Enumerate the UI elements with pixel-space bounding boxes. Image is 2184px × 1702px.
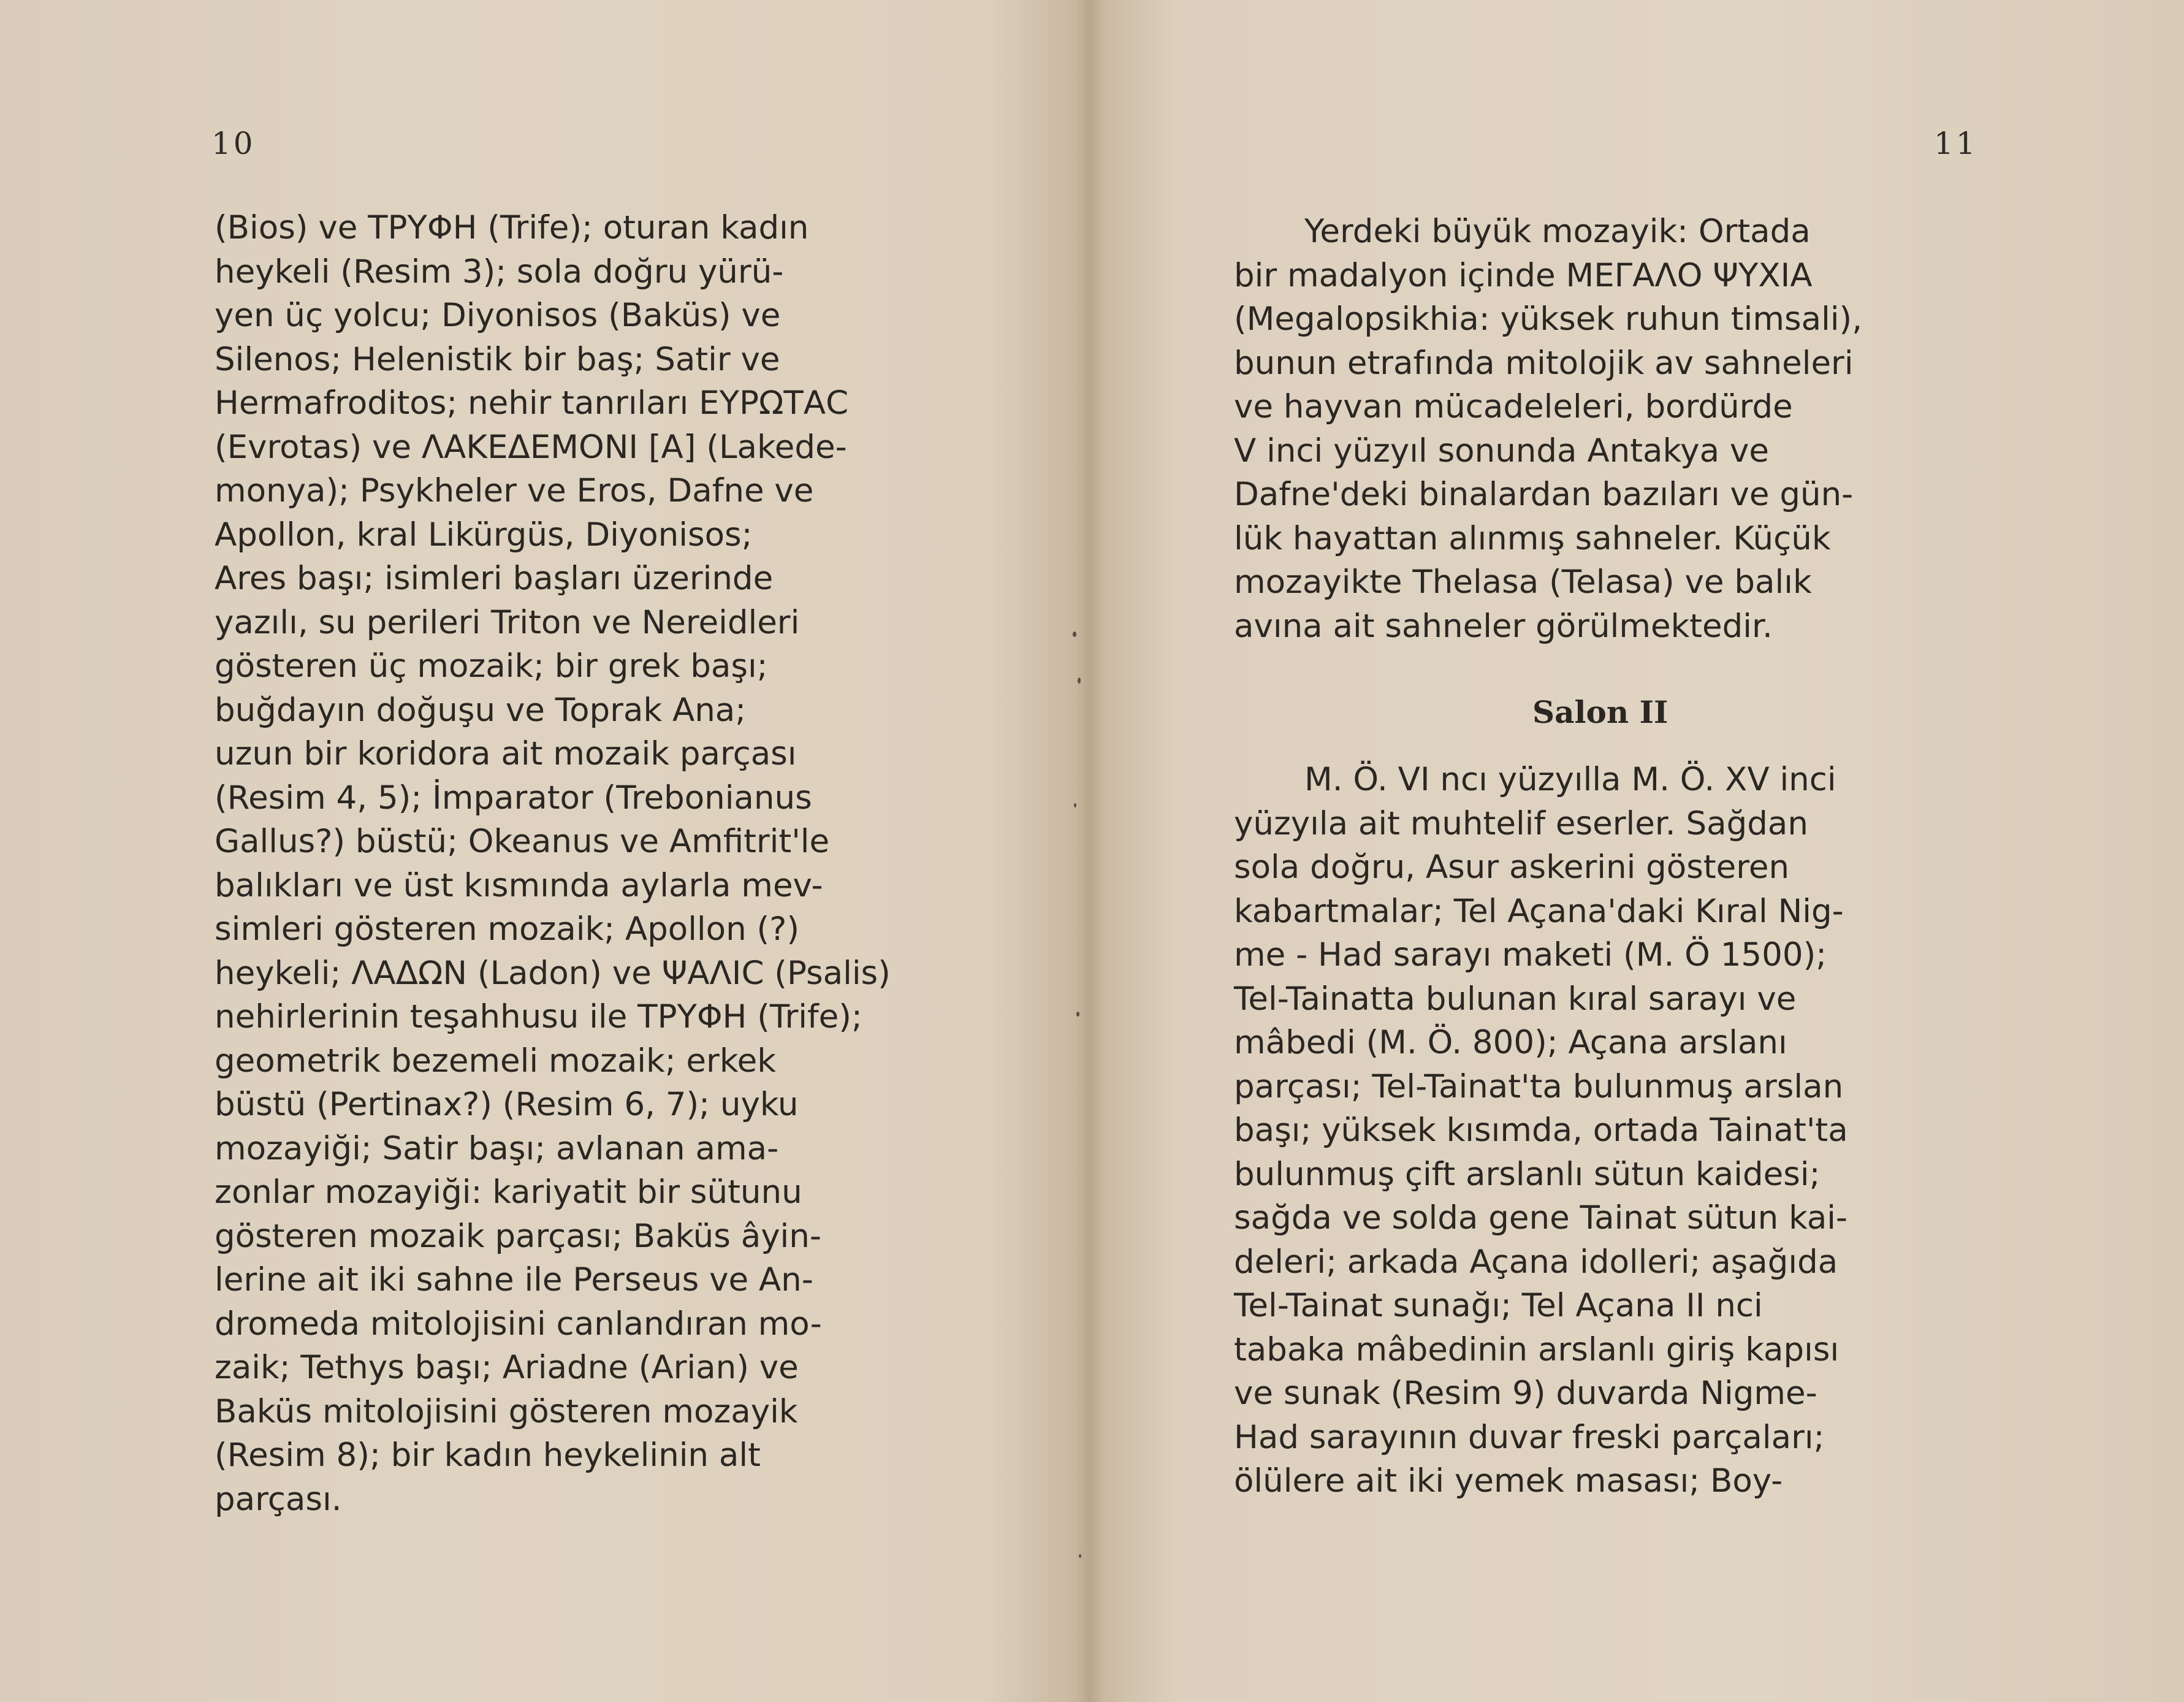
right-page-intro-text (1234, 210, 1862, 648)
text-line: monya); Psykheler ve Eros, Dafne ve (215, 472, 814, 509)
section-heading: Salon II (1532, 694, 1668, 730)
text-line: parçası. (215, 1480, 342, 1518)
text-line: kabartmalar; Tel Açana'daki Kıral Nig- (1234, 892, 1844, 930)
right-page-section-text (1234, 758, 1848, 1503)
text-line: Silenos; Helenistik bir baş; Satir ve (215, 340, 780, 378)
text-line: Yerdeki büyük mozayik: Ortada (1304, 213, 1811, 250)
text-line: me - Had sarayı maketi (M. Ö 1500); (1234, 936, 1827, 974)
text-line: (Evrotas) ve ΛΑΚΕΔΕΜΟΝΙ [Α] (Lakede- (215, 428, 847, 466)
text-line: ve hayvan mücadeleleri, bordürde (1234, 388, 1793, 426)
text-line: Tel-Tainat sunağı; Tel Açana II nci (1234, 1287, 1763, 1324)
paper-speck (1078, 677, 1081, 684)
text-line: (Resim 8); bir kadın heykelinin alt (215, 1437, 761, 1474)
text-line: mâbedi (M. Ö. 800); Açana arslanı (1234, 1024, 1787, 1061)
text-line: M. Ö. VI ncı yüzyılla M. Ö. XV inci (1304, 761, 1836, 798)
text-line: Ares başı; isimleri başları üzerinde (215, 560, 774, 597)
text-line: dromeda mitolojisini canlandıran mo- (215, 1305, 822, 1343)
text-line: uzun bir koridora ait mozaik parçası (215, 735, 797, 773)
text-line: yen üç yolcu; Diyonisos (Baküs) ve (215, 297, 781, 334)
text-line: Had sarayının duvar freski parçaları; (1234, 1418, 1825, 1456)
text-line: yüzyıla ait muhtelif eserler. Sağdan (1234, 804, 1808, 842)
page-number: 10 (211, 126, 256, 161)
paper-speck (1076, 1012, 1079, 1017)
text-line: yazılı, su perileri Triton ve Nereidleri (215, 603, 800, 641)
text-line: heykeli; ΛΑΔΩΝ (Ladon) ve ΨΑΛΙC (Psalis) (215, 954, 891, 992)
text-line: geometrik bezemeli mozaik; erkek (215, 1042, 776, 1080)
right-page (1091, 0, 2184, 1702)
paper-speck (1074, 803, 1076, 807)
text-line: lük hayattan alınmış sahneler. Küçük (1234, 519, 1831, 557)
text-line: sağda ve solda gene Tainat sütun kai- (1234, 1199, 1848, 1237)
text-line: gösteren üç mozaik; bir grek başı; (215, 647, 768, 685)
text-line: Baküs mitolojisini gösteren mozayik (215, 1392, 798, 1430)
text-line: lerine ait iki sahne ile Perseus ve An- (215, 1261, 813, 1299)
text-line: Apollon, kral Likürgüs, Diyonisos; (215, 516, 753, 554)
text-line: (Resim 4, 5); İmparator (Trebonianus (215, 779, 812, 817)
text-line: tabaka mâbedinin arslanlı giriş kapısı (1234, 1330, 1840, 1368)
paper-speck (1073, 632, 1076, 637)
text-line: nehirlerinin teşahhusu ile ΤΡΥΦΗ (Trife); (215, 998, 862, 1036)
text-line: bunun etrafında mitolojik av sahneleri (1234, 344, 1854, 382)
text-line: bir madalyon içinde ΜΕΓΑΛΟ ΨΥΧΙΑ (1234, 256, 1813, 294)
text-line: Hermafroditos; nehir tanrıları ΕΥΡΩΤΑC (215, 384, 849, 422)
text-line: zaik; Tethys başı; Ariadne (Arian) ve (215, 1349, 799, 1386)
text-line: bulunmuş çift arslanlı sütun kaidesi; (1234, 1155, 1821, 1193)
text-line: zonlar mozayiği: kariyatit bir sütunu (215, 1173, 802, 1211)
text-line: heykeli (Resim 3); sola doğru yürü- (215, 253, 784, 291)
text-line: başı; yüksek kısımda, ortada Tainat'ta (1234, 1112, 1848, 1149)
text-line: simleri gösteren mozaik; Apollon (?) (215, 910, 799, 948)
text-line: mozayikte Thelasa (Telasa) ve balık (1234, 563, 1812, 601)
text-line: buğdayın doğuşu ve Toprak Ana; (215, 691, 747, 729)
text-line: gösteren mozaik parçası; Baküs âyin- (215, 1217, 821, 1255)
text-line: Gallus?) büstü; Okeanus ve Amfitrit'le (215, 823, 830, 860)
text-line: (Megalopsikhia: yüksek ruhun timsali), (1234, 300, 1863, 338)
text-line: mozayiği; Satir başı; avlanan ama- (215, 1129, 779, 1167)
text-line: V inci yüzyıl sonunda Antakya ve (1234, 432, 1769, 470)
left-page (0, 0, 1088, 1702)
text-line: ve sunak (Resim 9) duvarda Nigme- (1234, 1375, 1817, 1412)
text-line: (Bios) ve ΤΡΥΦΗ (Trife); oturan kadın (215, 209, 809, 246)
text-line: deleri; arkada Açana idolleri; aşağıda (1234, 1243, 1838, 1281)
text-line: avına ait sahneler görülmektedir. (1234, 607, 1773, 645)
text-line: büstü (Pertinax?) (Resim 6, 7); uyku (215, 1086, 799, 1123)
paper-speck (1079, 1554, 1081, 1558)
text-line: parçası; Tel-Tainat'ta bulunmuş arslan (1234, 1067, 1844, 1105)
text-line: Tel-Tainatta bulunan kıral sarayı ve (1234, 980, 1797, 1018)
page-number: 11 (1934, 126, 1978, 161)
left-page-text (215, 206, 891, 1521)
text-line: sola doğru, Asur askerini gösteren (1234, 849, 1790, 886)
text-line: balıkları ve üst kısmında aylarla mev- (215, 866, 823, 904)
text-line: Dafne'deki binalardan bazıları ve gün- (1234, 476, 1854, 513)
text-line: ölülere ait iki yemek masası; Boy- (1234, 1462, 1783, 1500)
